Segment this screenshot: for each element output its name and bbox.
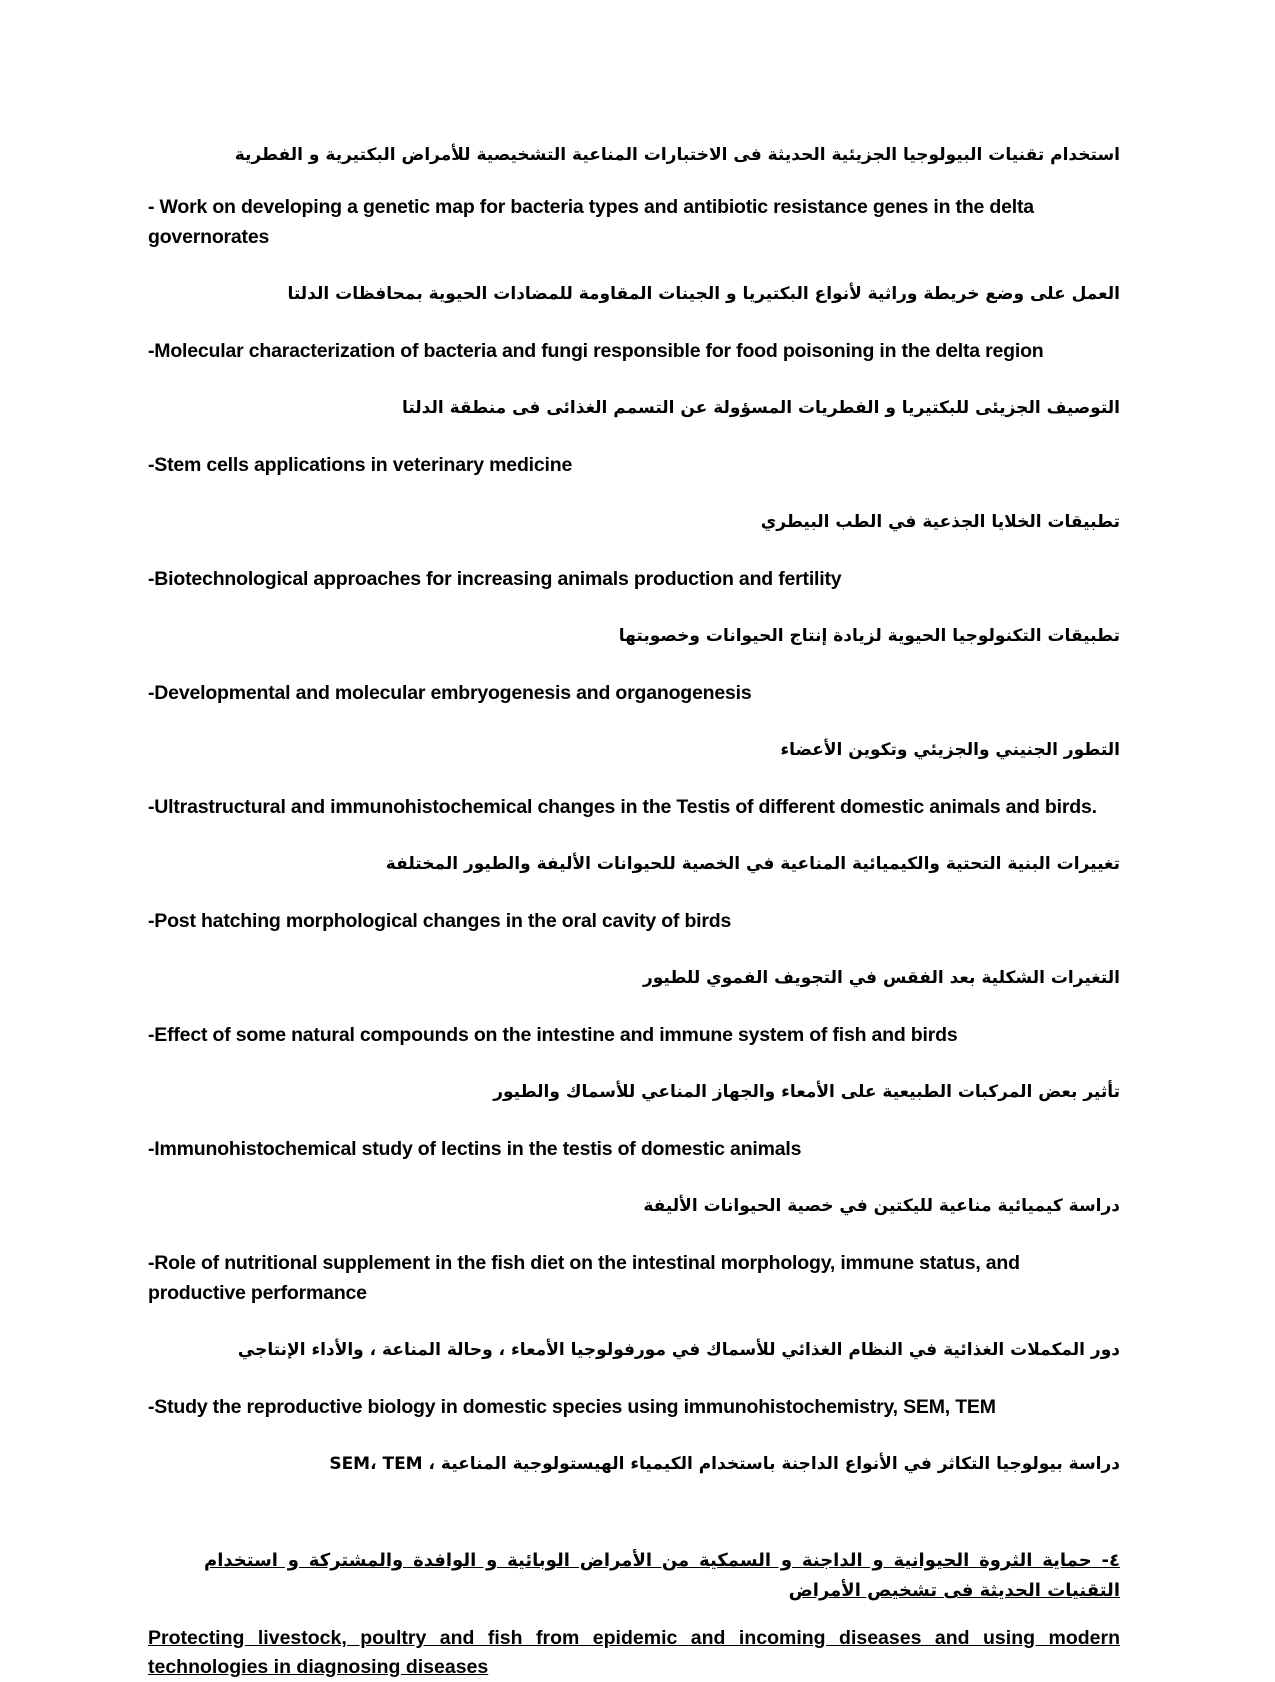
item-ar-4: تطبيقات التكنولوجيا الحيوية لزيادة إنتاج الحيوانات وخصوبتها [618,626,1120,646]
item-en-3: -Stem cells applications in veterinary medicine [148,454,573,476]
item-ar-10: دور المكملات الغذائية في النظام الغذائي للأسماك في مورفولوجيا الأمعاء ، وحالة المناعة ، والأداء الإنتاجي [237,1340,1120,1360]
item-ar-8: تأثير بعض المركبات الطبيعية على الأمعاء والجهاز المناعي للأسماك والطيور [493,1082,1120,1102]
item-en-11: -Study the reproductive biology in domestic species using immunohistochemistry, SEM, TEM [148,1396,996,1418]
item-en-4: -Biotechnological approaches for increasing animals production and fertility [148,568,842,590]
item-en-2: -Molecular characterization of bacteria and fungi responsible for food poisoning in the delta region [148,340,1044,362]
document-body [148,140,1120,1682]
item-ar-9: دراسة كيميائية مناعية لليكتين في خصية الحيوانات الأليفة [643,1196,1120,1216]
item-ar-3: تطبيقات الخلايا الجذعية في الطب البيطري [760,512,1120,532]
intro-arabic: استخدام تقنيات البيولوجيا الجزيئية الحديثة فى الاختبارات المناعية التشخيصية للأمراض البكتيرية و الفطرية [234,145,1120,165]
item-en-8: -Effect of some natural compounds on the intestine and immune system of fish and birds [148,1024,958,1046]
section-heading-english: Protecting livestock, poultry and fish from epidemic and incoming diseases and using modern technologies in diagnosing diseases [148,1627,1120,1678]
item-en-7: -Post hatching morphological changes in the oral cavity of birds [148,910,732,932]
section-spacer [148,1506,1120,1546]
item-en-9: -Immunohistochemical study of lectins in the testis of domestic animals [148,1138,802,1160]
item-en-10: -Role of nutritional supplement in the fish diet on the intestinal morphology, immune status, and productive performance [148,1252,1020,1304]
item-ar-7: التغيرات الشكلية بعد الفقس في التجويف الفموي للطيور [642,968,1120,988]
item-ar-6: تغييرات البنية التحتية والكيميائية المناعية في الخصية للحيوانات الأليفة والطيور المختلفة [385,854,1120,874]
item-ar-11: دراسة بيولوجيا التكاثر في الأنواع الداجنة باستخدام الكيمياء الهيستولوجية المناعية ، SEM، TEM [329,1454,1120,1474]
section-heading-arabic: ٤- حماية الثروة الحيوانية و الداجنة و السمكية من الأمراض الوبائية و الوافدة والمشتركة و استخدام التقنيات الحديثة فى تشخيص الأمراض [204,1550,1120,1601]
item-en-5: -Developmental and molecular embryogenesis and organogenesis [148,682,752,704]
item-ar-1: العمل على وضع خريطة وراثية لأنواع البكتيريا و الجينات المقاومة للمضادات الحيوية بمحافظات الدلتا [287,284,1120,304]
item-en-6: -Ultrastructural and immunohistochemical changes in the Testis of different domestic animals and birds. [148,796,1097,818]
item-ar-2: التوصيف الجزيئى للبكتيريا و الفطريات المسؤولة عن التسمم الغذائى فى منطقة الدلتا [401,398,1120,418]
item-ar-5: التطور الجنيني والجزيئي وتكوين الأعضاء [780,740,1120,760]
item-en-1: - Work on developing a genetic map for bacteria types and antibiotic resistance genes in the delta governorates [148,196,1034,248]
